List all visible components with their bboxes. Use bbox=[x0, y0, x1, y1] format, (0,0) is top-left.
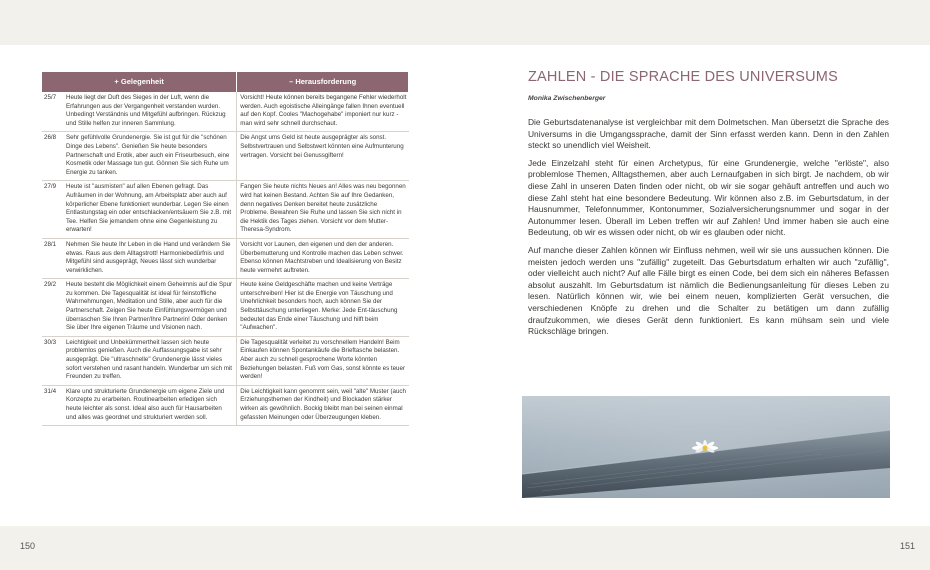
row-challenge: Heute keine Geldgeschäfte machen und keine Verträge unterschreiben! Hier ist die Energie von Täuschung und Unehrlichkeit besonders hoch, auch können Sie der Selbsttäuschung unterliegen. Merke: Jede Ent-täuschung bedeutet das Ende einer Täuschung und hilft beim "Aufwachen". bbox=[237, 279, 409, 337]
row-opportunity: Sehr gefühlvolle Grundenergie. Sie ist gut für die "schönen Dinge des Lebens". Genießen Sie heute besonders Partnerschaft und Erotik, aber auch ein Friseurbesuch, eine Kosmetik oder Massage tun gut. Gönnen Sie sich Ruhe um Energie zu tanken. bbox=[64, 132, 237, 181]
row-opportunity: Leichtigkeit und Unbekümmertheit lassen sich heute problemlos genießen. Auch die Auffassungsgabe ist sehr ausgeprägt. Die "ultraschnelle" Grundenergie lässt vieles sofort verstehen und rasant handeln. Wunderbar um sich mit Freunden zu treffen. bbox=[64, 336, 237, 385]
top-margin bbox=[0, 0, 930, 45]
article-paragraph: Die Geburtsdatenanalyse ist vergleichbar mit dem Dolmetschen. Man übersetzt die Sprache des Universums in die Umgangssprache, damit der Sinn erfasst werden kann. Denn in den Zahlen steckt so unendlich viel Weisheit. bbox=[528, 117, 889, 151]
row-opportunity: Nehmen Sie heute Ihr Leben in die Hand und verändern Sie etwas. Raus aus dem Alltagstrott! Harmoniebedürfnis und Mitgefühl sind ausgeprägt, Neues lässt sich wunderbar verwirklichen. bbox=[64, 238, 237, 278]
table-row bbox=[42, 181, 409, 239]
row-date: 30/3 bbox=[42, 336, 64, 385]
row-opportunity: Heute ist "ausmisten" auf allen Ebenen gefragt. Das Aufräumen in der Wohnung, am Arbeitsplatz aber auch auf körperlicher Ebene funktioniert wunderbar. Legen Sie einen Entlastungstag ein oder entschlacken/entsäuern Sie z.B. mit Tee. Helfen Sie jemandem ohne eine Gegenleistung zu erwarten! bbox=[64, 181, 237, 239]
header-challenge: – Herausforderung bbox=[237, 72, 409, 92]
book-spread bbox=[0, 45, 930, 526]
row-opportunity: Klare und strukturierte Grundenergie um eigene Ziele und Konzepte zu erarbeiten. Routinearbeiten erledigen sich heute leichter als sonst. Ideal also auch für Hausarbeiten und alles was geordnet und strukturiert werden soll. bbox=[64, 385, 237, 425]
table-row bbox=[42, 238, 409, 278]
row-challenge: Vorsicht vor Launen, den eigenen und den der anderen. Überbemutterung und Kontrolle machen das Leben schwer. Ebenso können Machtstreben und Idealisierung von Besitz heute vermehrt auftreten. bbox=[237, 238, 409, 278]
article-paragraph: Jede Einzelzahl steht für einen Archetypus, für eine Grundenergie, welche "erlöste", also problemlose Themen, Alltagsthemen, aber auch Lernaufgaben in sich birgt. Je nachdem, ob wir diese Zahl in unseren Daten finden oder nicht, ob wir sie sogar gehäuft antreffen und auch wo diese Zahl steht hat eine besondere Bedeutung. Wir können also z.B. im Geburtsdatum, in der Hausnummer, Telefonnummer, Kontonummer, Sozialversicherungsnummer und sogar in der Autonummer lesen. Überall im Leben treffen wir auf Zahlen! Und immer haben sie auch eine Bedeutung, ob wir es wissen oder nicht, ob wir es glauben oder nicht. bbox=[528, 157, 889, 238]
row-challenge: Die Tagesqualität verleitet zu vorschnellem Handeln! Beim Einkaufen können Spontankäufe die Brieftasche belasten. Aber auch zu schnell gesprochene Worte könnten Beziehungen belasten. Fuß vom Gas, sonst könnte es teuer werden! bbox=[237, 336, 409, 385]
article-author: Monika Zwischenberger bbox=[528, 95, 606, 102]
table-row bbox=[42, 336, 409, 385]
article-title: ZAHLEN - DIE SPRACHE DES UNIVERSUMS bbox=[528, 69, 838, 85]
row-challenge: Die Angst ums Geld ist heute ausgeprägter als sonst. Selbstvertrauen und Selbstwert könnten eine Aufmunterung vertragen. Vorsicht bei Genussgiftern! bbox=[237, 132, 409, 181]
right-page-number: 151 bbox=[900, 541, 916, 551]
right-page bbox=[465, 45, 930, 526]
daisy-on-wood-photo bbox=[522, 396, 890, 498]
left-page bbox=[0, 45, 465, 526]
table-row bbox=[42, 92, 409, 132]
article-body bbox=[528, 117, 889, 344]
left-page-number: 150 bbox=[20, 541, 36, 551]
row-date: 31/4 bbox=[42, 385, 64, 425]
row-date: 29/2 bbox=[42, 279, 64, 337]
bottom-margin bbox=[0, 526, 930, 570]
row-opportunity: Heute liegt der Duft des Sieges in der Luft, wenn die Erfahrungen aus der Vergangenheit verstanden wurden. Unbedingt Verständnis und Mitgefühl aufbringen. Rückzug und Stille helfen zur inneren Sammlung. bbox=[64, 92, 237, 132]
row-opportunity: Heute besteht die Möglichkeit einem Geheimnis auf die Spur zu kommen. Die Tagesqualität ist ideal für feinstoffliche Wahrnehmungen, Meditation und Stille, aber auch für die Partnerschaft. Zeigen Sie heute Einfühlungsvermögen und überraschen Sie Ihren Partner/Ihre Partnerin! Oder denken Sie über Ihre eigenen Träume und Visionen nach. bbox=[64, 279, 237, 337]
table-row bbox=[42, 132, 409, 181]
row-date: 26/8 bbox=[42, 132, 64, 181]
row-challenge: Die Leichtigkeit kann genommt sein, weil "alte" Muster (auch Erziehungsthemen der Kindheit) und Blockaden stärker wirken als gewöhnlich. Bockig bleibt man bei seinen einmal gefassten Meinungen oder Überzeugungen kleben. bbox=[237, 385, 409, 425]
row-challenge: Vorsicht! Heute können bereits begangene Fehler wiederholt werden. Auch egoistische Alleingänge fallen Ihnen eventuell auf den Kopf. Cooles "Machogehabe" imponiert nur kurz - man wird sehr schnell durchschaut. bbox=[237, 92, 409, 132]
row-challenge: Fangen Sie heute nichts Neues an! Alles was neu begonnen wird hat keinen Bestand. Achten Sie auf Ihre Gedanken, denn negatives Denken bereitet heute zusätzliche Probleme. Bewahren Sie Ruhe und lassen Sie sich nicht in die Hektik des Tages ziehen. Vorsicht vor dem Mutter-Theresa-Syndrom. bbox=[237, 181, 409, 239]
table-header-row bbox=[42, 72, 409, 92]
daily-energy-table bbox=[42, 72, 409, 426]
article-paragraph: Auf manche dieser Zahlen können wir Einfluss nehmen, weil wir sie uns aussuchen können. Die meisten jedoch werden uns "zufällig" zugeteilt. Das Geburtsdatum erhalten wir auch "zufällig", oder vielleicht auch nicht? Auf alle Fälle birgt es einen Code, bei dem sich ein näheres Befassen absolut auszahlt. Im Geburtsdatum ist nämlich die Bedienungsanleitung für dieses Leben zu lesen. Natürlich können wir, wie bei einem neuen, komplizierten Gerät versuchen, die verschiedenen Knöpfe zu drehen und die Schalter zu betätigen um dann zufällig draufzukommen, wie dieses Gerät denn funktioniert. Es kann mühsam sein und viele Rückschläge bringen. bbox=[528, 244, 889, 337]
row-date: 27/9 bbox=[42, 181, 64, 239]
row-date: 28/1 bbox=[42, 238, 64, 278]
table-row bbox=[42, 279, 409, 337]
row-date: 25/7 bbox=[42, 92, 64, 132]
daisy-photo-illustration bbox=[522, 396, 890, 498]
header-opportunity: + Gelegenheit bbox=[42, 72, 237, 92]
table-row bbox=[42, 385, 409, 425]
